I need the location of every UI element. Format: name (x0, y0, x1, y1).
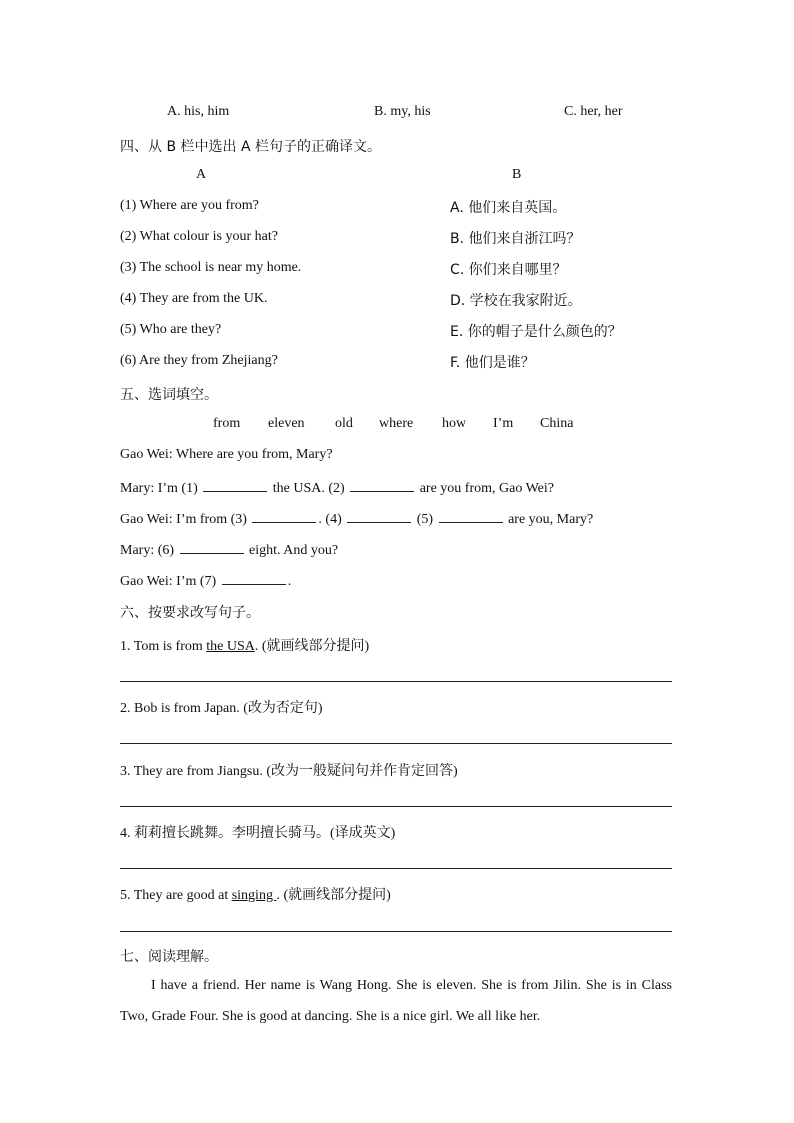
answer-line-1[interactable] (120, 681, 672, 682)
b-item-c: C. 你们来自哪里？ (450, 262, 567, 278)
word-box-item: I’m (493, 416, 514, 431)
option-b: B. my, his (374, 104, 431, 119)
section7-heading: 七、阅读理解。 (120, 949, 218, 965)
question-text: . (就画线部分提问) (276, 888, 391, 903)
dialogue-line-5 (120, 572, 291, 590)
reading-passage: I have a friend. Her name is Wang Hong. She is eleven. She is from Jilin. She is in Class Two, Grade Four. She is good at dancing. She is a nice girl. We all like her. (120, 978, 672, 1024)
answer-line-3[interactable] (120, 806, 672, 807)
question-text: 5. They are good at (120, 888, 232, 903)
word-box-item: old (335, 416, 353, 431)
blank-6[interactable] (180, 541, 244, 554)
a-item-2: (2) What colour is your hat? (120, 229, 278, 244)
dialogue-text: . (287, 574, 292, 589)
blank-2[interactable] (350, 479, 414, 492)
section4-heading: 四、从 B 栏中选出 A 栏句子的正确译文。 (120, 139, 381, 155)
question-3: 3. They are from Jiangsu. (改为一般疑问句并作肯定回答) (120, 764, 458, 779)
option-c: C. her, her (564, 104, 623, 119)
word-box-item: China (540, 416, 574, 431)
dialogue-text: eight. And you? (249, 543, 339, 558)
answer-line-5[interactable] (120, 931, 672, 932)
dialogue-text: are you, Mary? (508, 512, 594, 527)
dialogue-line-3 (120, 510, 593, 528)
a-item-3: (3) The school is near my home. (120, 260, 302, 275)
a-item-6: (6) Are they from Zhejiang? (120, 353, 278, 368)
dialogue-text: . (4) (318, 512, 342, 527)
question-4: 4. 莉莉擅长跳舞。李明擅长骑马。(译成英文) (120, 826, 396, 841)
a-item-1: (1) Where are you from? (120, 198, 259, 213)
b-item-a: A. 他们来自英国。 (450, 200, 567, 216)
blank-4[interactable] (347, 510, 411, 523)
b-item-b: B. 他们来自浙江吗？ (450, 231, 581, 247)
dialogue-text: Mary: I’m (1) (120, 481, 198, 496)
dialogue-line-1: Gao Wei: Where are you from, Mary? (120, 447, 333, 462)
dialogue-text: are you from, Gao Wei? (419, 481, 554, 496)
a-item-5: (5) Who are they? (120, 322, 222, 337)
word-box-item: from (213, 416, 241, 431)
answer-line-4[interactable] (120, 868, 672, 869)
option-a: A. his, him (167, 104, 230, 119)
underlined-phrase: the USA (206, 639, 255, 654)
question-1 (120, 635, 369, 655)
blank-1[interactable] (203, 479, 267, 492)
section6-heading: 六、按要求改写句子。 (120, 605, 260, 621)
word-box-item: eleven (268, 416, 305, 431)
dialogue-text: Mary: (6) (120, 543, 175, 558)
b-item-d: D. 学校在我家附近。 (450, 293, 582, 309)
b-item-f: F. 他们是谁？ (450, 355, 535, 371)
question-text: . (就画线部分提问) (254, 639, 370, 654)
blank-5[interactable] (439, 510, 503, 523)
dialogue-text: the USA. (2) (272, 481, 345, 496)
underlined-phrase: singing (231, 888, 277, 903)
column-b-label: B (512, 167, 522, 182)
dialogue-line-4 (120, 541, 338, 559)
dialogue-line-2 (120, 479, 554, 497)
column-a-label: A (196, 167, 207, 182)
word-box-item: how (442, 416, 467, 431)
question-5 (120, 884, 391, 904)
dialogue-text: Gao Wei: I’m from (3) (120, 512, 247, 527)
a-item-4: (4) They are from the UK. (120, 291, 268, 306)
blank-7[interactable] (222, 572, 286, 585)
section5-heading: 五、选词填空。 (120, 387, 218, 403)
word-box-item: where (379, 416, 414, 431)
question-text: 1. Tom is from (120, 639, 207, 654)
b-item-e: E. 你的帽子是什么颜色的？ (450, 324, 622, 340)
dialogue-text: (5) (416, 512, 434, 527)
question-2: 2. Bob is from Japan. (改为否定句) (120, 701, 323, 716)
dialogue-text: Gao Wei: I’m (7) (120, 574, 217, 589)
answer-line-2[interactable] (120, 743, 672, 744)
blank-3[interactable] (252, 510, 316, 523)
